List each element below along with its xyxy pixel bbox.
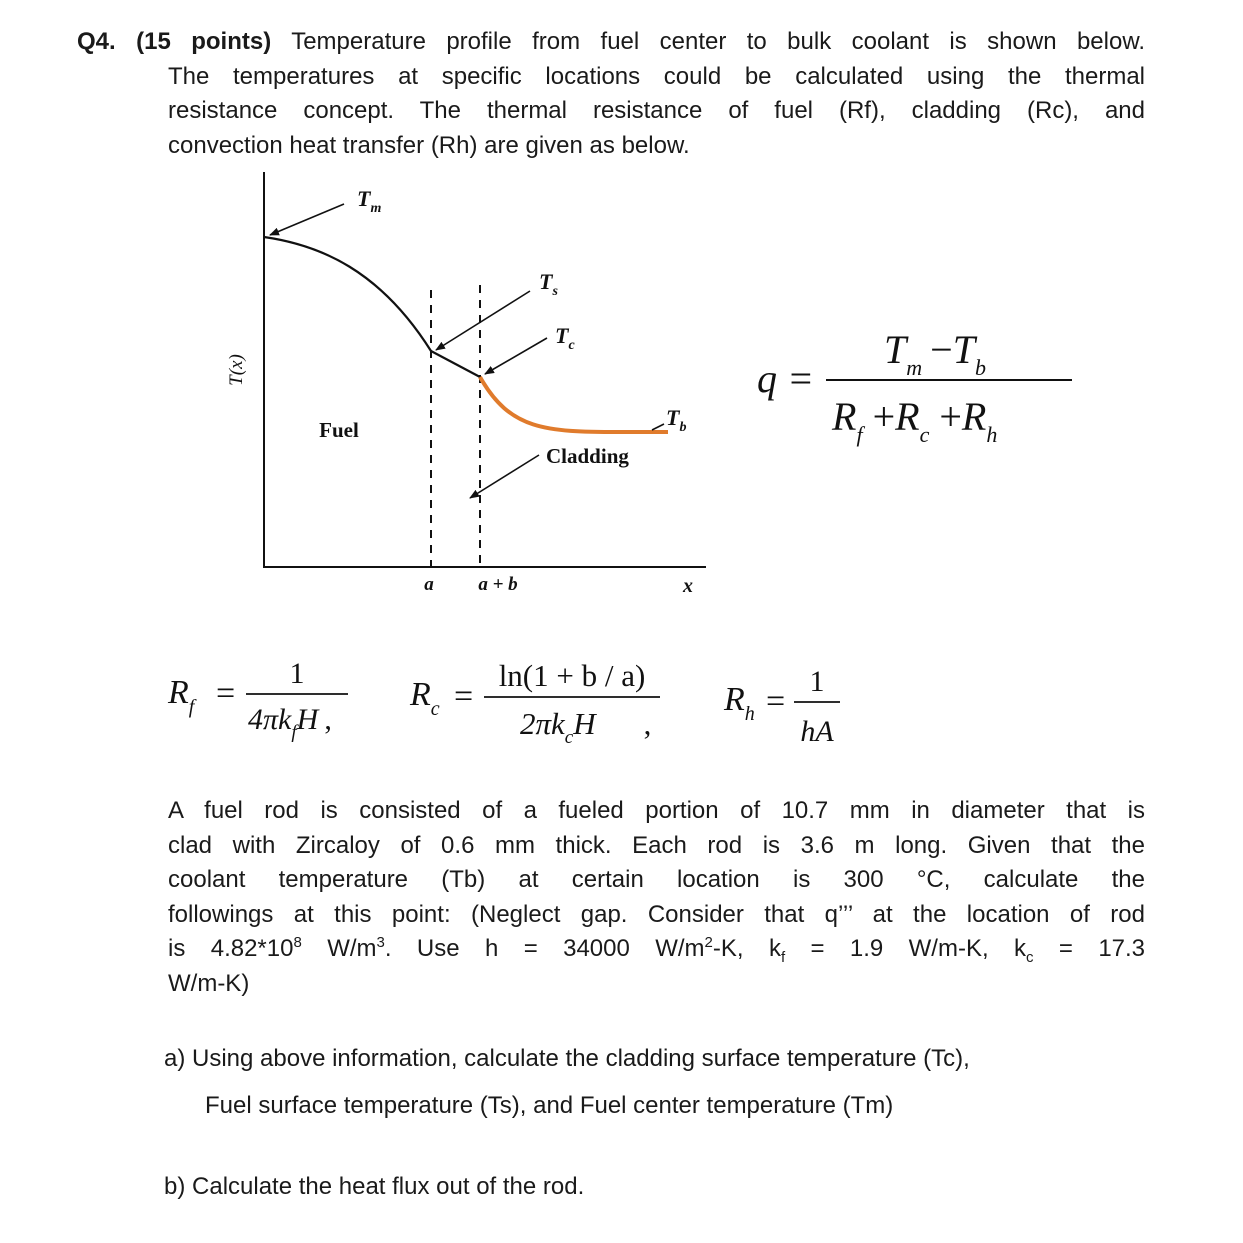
ts-label: $T_s$ <box>539 269 558 299</box>
rf-denominator: $4\pi k_fH$ , <box>248 703 332 743</box>
rc-equation <box>409 658 660 748</box>
rc-lhs: $R_c$ <box>410 676 440 720</box>
tm-leader-arrow <box>270 204 344 235</box>
rc-equals: = <box>454 678 474 715</box>
tb-leader-line <box>652 424 664 430</box>
rc-numerator: ln(1 + b / a) <box>498 658 646 693</box>
body-line-3: coolant temperature (Tb) at certain location is 300 °C, calculate the <box>168 866 1145 893</box>
rf-equals: = <box>216 675 236 712</box>
question-line-4: convection heat transfer (Rh) are given as below. <box>168 131 690 159</box>
rc-denominator: $2\pi k_cH$ , <box>520 706 652 748</box>
question-number: Q4. <box>77 28 116 55</box>
question-line-3: resistance concept. The thermal resistance of fuel (Rf), cladding (Rc), and <box>168 97 1145 124</box>
fuel-region-label: Fuel <box>319 418 359 442</box>
question-points: (15 points) <box>136 28 272 55</box>
rf-lhs: $R_f$ <box>168 674 195 718</box>
body-line-5: is $4.82*10^8$ $W/m^3$. Use h = 34000 $W/m^2-K$, $k_f = 1.9$ W/m-K, $k_c = 17.3$ <box>168 934 1146 966</box>
part-b: b) Calculate the heat flux out of the rod. <box>164 1173 585 1200</box>
problem-body <box>168 794 1145 1001</box>
cladding-leader-arrow <box>470 455 539 498</box>
cladding-region-label: Cladding <box>546 444 629 468</box>
question-line-2: The temperatures at specific locations could be calculated using the thermal <box>168 62 1145 90</box>
rh-equals: = <box>766 683 786 720</box>
x-axis-label: x <box>683 575 693 597</box>
cladding-temperature-line <box>431 351 480 377</box>
question-line-1: Q4. (15 points) Temperature profile from fuel center to bulk coolant is shown below. <box>77 28 1146 55</box>
rh-lhs: $R_h$ <box>724 681 755 725</box>
fuel-temperature-curve <box>264 237 431 351</box>
part-a-line-1: a) Using above information, calculate the cladding surface temperature (Tc), <box>164 1045 970 1072</box>
q-equation-lhs: q = <box>757 356 814 401</box>
q-equation-numerator: $T_m -T_b$ <box>884 327 986 380</box>
q-equation-denominator: $R_f +R_c +R_h$ <box>832 394 998 447</box>
tc-leader-arrow <box>485 338 547 374</box>
rf-numerator: 1 <box>289 657 305 690</box>
tc-label: $T_c$ <box>555 323 575 353</box>
ts-leader-arrow <box>436 291 530 350</box>
rh-denominator: hA <box>800 715 834 748</box>
y-axis-label: T(x) <box>226 354 247 386</box>
tm-label: $T_m$ <box>357 186 382 216</box>
part-a-line-2: Fuel surface temperature (Ts), and Fuel center temperature (Tm) <box>205 1092 894 1119</box>
rf-equation <box>167 657 348 743</box>
q-equation <box>757 327 1072 447</box>
rh-numerator: 1 <box>809 665 825 698</box>
coolant-temperature-curve <box>480 377 668 432</box>
tick-label-a-plus-b: a + b <box>478 574 518 595</box>
body-line-2: clad with Zircaloy of 0.6 mm thick. Each rod is 3.6 m long. Given that the <box>168 831 1145 859</box>
body-line-1: A fuel rod is consisted of a fueled portion of 10.7 mm in diameter that is <box>168 797 1145 824</box>
tb-label: $T_b$ <box>666 405 687 435</box>
body-line-4: followings at this point: (Neglect gap. Consider that q’’’ at the location of rod <box>168 900 1145 928</box>
rh-equation <box>723 665 840 748</box>
tick-label-a: a <box>424 574 434 595</box>
body-line-6: W/m-K) <box>168 969 250 997</box>
